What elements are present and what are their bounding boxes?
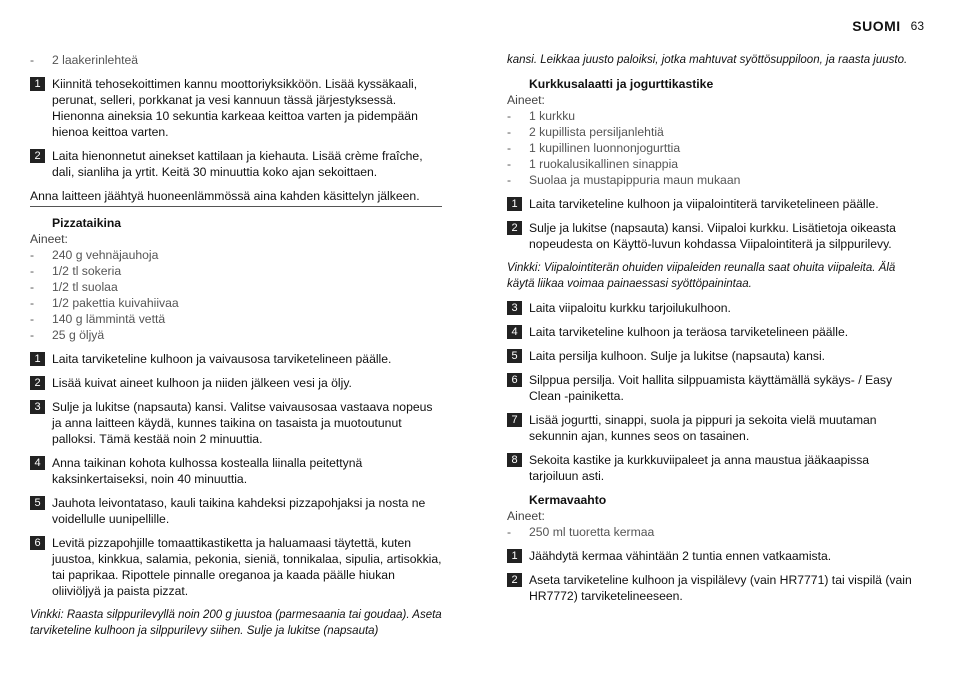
cheese-tip-continued: kansi. Leikkaa juusto paloiksi, jotka mahtuvat syöttösuppiloon, ja raasta juusto. xyxy=(507,54,908,66)
page-number: 63 xyxy=(910,19,924,33)
cream-step-2: 2 Aseta tarviketeline kulhoon ja vispilälevy (vain HR7771) tai vispilä (vain HR7772) tarviketelineeseen. xyxy=(507,572,919,604)
cucumber-step-8: 8 Sekoita kastike ja kurkkuviipaleet ja anna maustua jääkaapissa tarjoiluun asti. xyxy=(507,452,919,484)
pizza-title: Pizzataikina xyxy=(52,216,122,230)
ingredients-label: Aineet: xyxy=(30,232,68,246)
pizza-step-5: 5 Jauhota leivontataso, kauli taikina kahdeksi pizzapohjaksi ja nosta ne voidellulle uunipellille. xyxy=(30,495,442,527)
pizza-step-3: 3 Sulje ja lukitse (napsauta) kansi. Valitse vaivausosaa vastaava nopeus ja anna laitteen käydä, kunnes taikina on tasaista ja muotoutunut palloksi. Tämä kestää noin 2 minuuttia. xyxy=(30,399,442,447)
cheese-tip: Vinkki: Raasta silppurilevyllä noin 200 g juustoa (parmesaania tai goudaa). Aseta tarviketeline kulhoon ja silppurilevy siihen. Sulje ja lukitse (napsauta) xyxy=(30,609,442,637)
ingredient-item: - 2 laakerinlehteä xyxy=(30,53,139,67)
page-header xyxy=(852,18,924,34)
soup-step-2: 2 Laita hienonnetut ainekset kattilaan ja kiehauta. Lisää crème fraîche, dali, sianliha ja yrtit. Keitä 30 minuuttia koko ajan sekoittaen. xyxy=(30,148,442,180)
slicing-tip: Vinkki: Viipalointiterän ohuiden viipaleiden reunalla saat ohuita viipaleita. Älä käytä liikaa voimaa painaessasi syöttöpainintaa. xyxy=(507,262,896,290)
cucumber-step-1: 1 Laita tarviketeline kulhoon ja viipalointiterä tarviketelineen päälle. xyxy=(507,196,919,212)
cucumber-step-5: 5 Laita persilja kulhoon. Sulje ja lukitse (napsauta) kansi. xyxy=(507,348,919,364)
cucumber-step-3: 3 Laita viipaloitu kurkku tarjoilukulhoon. xyxy=(507,300,919,316)
pizza-step-1: 1 Laita tarviketeline kulhoon ja vaivausosa tarviketelineen päälle. xyxy=(30,351,442,367)
cooling-note: Anna laitteen jäähtyä huoneenlämmössä aina kahden käsittelyn jälkeen. xyxy=(30,188,442,207)
cream-ingredient: - 250 ml tuoretta kermaa xyxy=(507,525,655,539)
pizza-step-6: 6 Levitä pizzapohjille tomaattikastiketta ja haluamaasi täytettä, kuten juustoa, kinkkua, salamia, pekonia, sieniä, tonnikalaa, sipulia, artisokkia, tai paprikaa. Ripottele pinnalle oreganoa ja kaada päälle hiukan oliiviöljyä ja paista pizzat. xyxy=(30,535,442,599)
ingredients-label: Aineet: xyxy=(507,93,545,107)
pizza-step-4: 4 Anna taikinan kohota kulhossa kostealla liinalla peitettynä kaksinkertaiseksi, noin 40 minuuttia. xyxy=(30,455,442,487)
cucumber-step-2: 2 Sulje ja lukitse (napsauta) kansi. Viipaloi kurkku. Lisätietoja oikeasta nopeudesta on Käyttö-luvun kohdassa Viipalointiterä ja silppurilevy. xyxy=(507,220,919,252)
cucumber-ingredient-list: - 1 kurkku - 2 kupillista persiljanlehtiä - 1 kupillinen luonnonjogurttia - 1 ruokalusikallinen sinappia - Suolaa ja mustapippuria maun mukaan xyxy=(507,109,741,187)
cucumber-step-4: 4 Laita tarviketeline kulhoon ja teräosa tarviketelineen päälle. xyxy=(507,324,919,340)
soup-step-1: 1 Kiinnitä tehosekoittimen kannu moottoriyksikköön. Lisää kyssäkaali, perunat, selleri, porkkanat ja vesi kannuun tässä järjestyksessä. Hienonna aineksia 10 sekuntia karkeaa keittoa varten ja pidempään hienoa keittoa varten. xyxy=(30,76,442,140)
cream-step-1: 1 Jäähdytä kermaa vähintään 2 tuntia ennen vatkaamista. xyxy=(507,548,919,564)
cream-title: Kermavaahto xyxy=(529,493,607,507)
language-label: SUOMI xyxy=(852,18,901,34)
pizza-step-2: 2 Lisää kuivat aineet kulhoon ja niiden jälkeen vesi ja öljy. xyxy=(30,375,442,391)
cucumber-step-6: 6 Silppua persilja. Voit hallita silppuamista käyttämällä sykäys- / Easy Clean -painiketta. xyxy=(507,372,919,404)
left-column xyxy=(30,52,442,647)
pizza-ingredient-list: - 240 g vehnäjauhoja - 1/2 tl sokeria - 1/2 tl suolaa - 1/2 pakettia kuivahiivaa - 140 g lämmintä vettä - 25 g öljyä xyxy=(30,248,179,342)
cucumber-title: Kurkkusalaatti ja jogurttikastike xyxy=(529,77,714,91)
cucumber-step-7: 7 Lisää jogurtti, sinappi, suola ja pippuri ja sekoita vielä muutaman sekunnin ajan, kunnes seos on tasainen. xyxy=(507,412,919,444)
right-column xyxy=(507,52,919,612)
ingredients-label: Aineet: xyxy=(507,509,545,523)
